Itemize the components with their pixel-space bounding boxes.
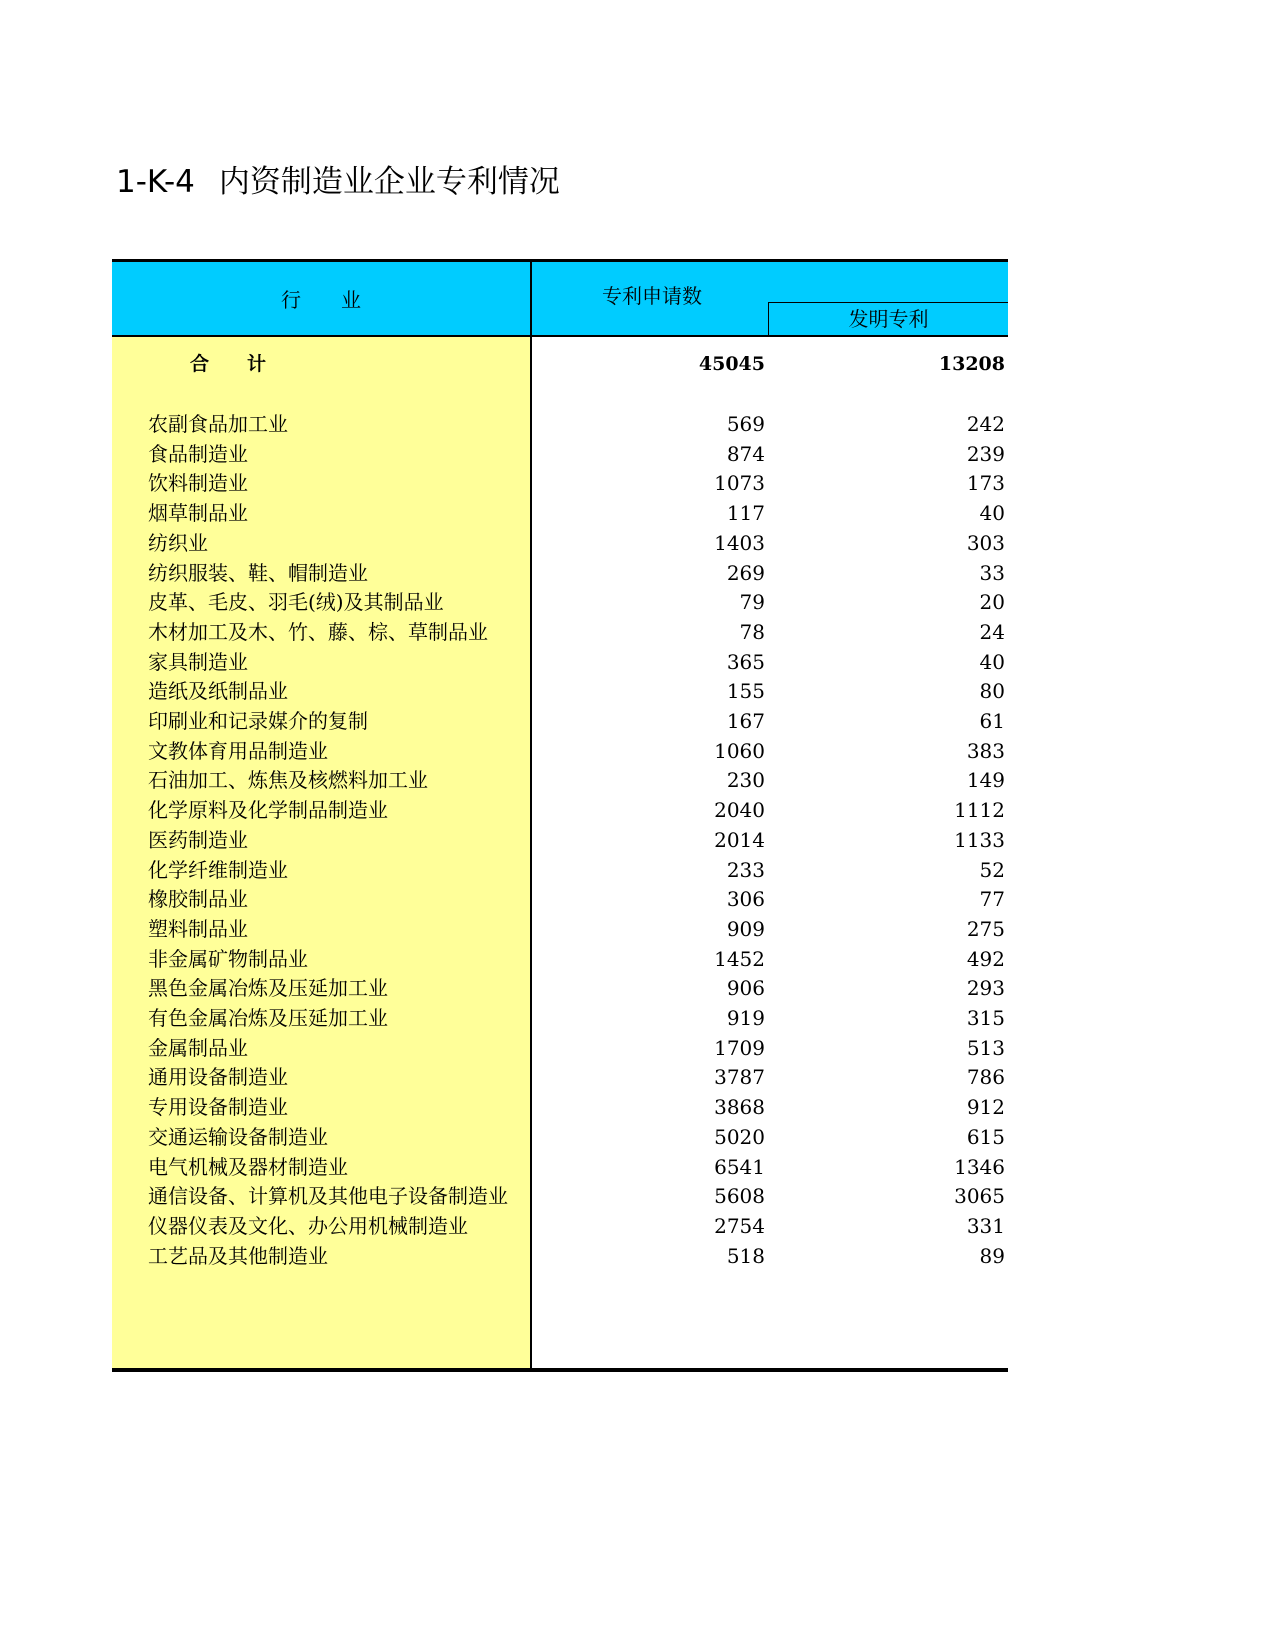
applications-value: 2754 [714,1213,765,1238]
applications-value: 269 [726,560,765,585]
table-row [112,1122,1008,1153]
table-row [112,1092,1008,1123]
inventions-value: 40 [979,501,1005,526]
table-row [112,914,1008,945]
table-row [112,973,1008,1004]
applications-value: 1060 [714,738,765,763]
applications-value: 906 [726,976,765,1001]
industry-name: 家具制造业 [148,649,248,674]
table-row [112,1241,1008,1272]
inventions-value: 242 [966,412,1005,436]
inventions-value: 303 [966,530,1005,555]
inventions-value: 786 [966,1065,1005,1090]
inventions-value: 513 [966,1035,1005,1060]
industry-name: 木材加工及木、竹、藤、棕、草制品业 [148,619,488,644]
industry-name: 仪器仪表及文化、办公用机械制造业 [148,1213,468,1238]
applications-value: 117 [726,501,765,526]
industry-name: 烟草制品业 [148,501,248,526]
table-row [112,676,1008,707]
industry-name: 交通运输设备制造业 [148,1124,328,1149]
table-row [112,468,1008,499]
industry-name: 造纸及纸制品业 [148,679,288,704]
table-row [112,558,1008,589]
page-title [116,156,560,201]
total-inventions: 13208 [938,353,1005,375]
industry-name: 非金属矿物制品业 [148,946,308,971]
header-industry: 行 业 [281,288,361,312]
applications-value: 2040 [714,798,765,823]
industry-name: 工艺品及其他制造业 [148,1243,328,1268]
applications-value: 3868 [714,1095,765,1120]
table-row [112,1033,1008,1064]
inventions-value: 3065 [954,1184,1005,1209]
table-row [112,528,1008,559]
industry-name: 印刷业和记录媒介的复制 [148,709,368,733]
applications-value: 6541 [714,1154,765,1179]
inventions-value: 239 [966,441,1005,466]
table-row [112,884,1008,915]
industry-name: 电气机械及器材制造业 [148,1154,348,1179]
header-invention-patents: 发明专利 [768,302,1008,335]
industry-name: 通用设备制造业 [148,1065,288,1090]
table-row [112,736,1008,767]
industry-name: 黑色金属冶炼及压延加工业 [148,976,388,1001]
table-row [112,617,1008,648]
applications-value: 518 [726,1243,765,1268]
industry-name: 有色金属冶炼及压延加工业 [148,1006,388,1030]
inventions-value: 275 [966,916,1005,941]
industry-name: 饮料制造业 [148,471,248,496]
industry-name: 纺织服装、鞋、帽制造业 [148,560,368,585]
table-row [112,795,1008,826]
applications-value: 79 [739,590,765,615]
table-row [112,1062,1008,1093]
inventions-value: 315 [966,1006,1005,1030]
industry-name: 通信设备、计算机及其他电子设备制造业 [148,1184,508,1209]
applications-value: 919 [726,1006,765,1030]
table-title: 内资制造业企业专利情况 [218,164,560,200]
inventions-value: 77 [979,887,1005,912]
applications-value: 233 [726,857,765,882]
inventions-value: 89 [979,1243,1005,1268]
inventions-value: 80 [979,679,1005,704]
industry-name: 化学原料及化学制品制造业 [148,798,388,823]
table-row [112,855,1008,886]
inventions-value: 33 [979,560,1005,585]
industry-name: 橡胶制品业 [148,887,248,912]
industry-name: 食品制造业 [148,441,248,466]
industry-name: 农副食品加工业 [148,412,288,436]
applications-value: 306 [726,887,765,912]
table-bottom-rule [112,1368,1008,1372]
applications-value: 167 [726,709,765,733]
table-row [112,825,1008,856]
inventions-value: 24 [979,619,1005,644]
inventions-value: 912 [966,1095,1005,1120]
table-row [112,1152,1008,1183]
table-header [112,262,1008,335]
table-row [112,944,1008,975]
inventions-value: 383 [966,738,1005,763]
table-row [112,706,1008,737]
inventions-value: 492 [966,946,1005,971]
applications-value: 3787 [714,1065,765,1090]
applications-value: 5608 [714,1184,765,1209]
table-row [112,409,1008,440]
inventions-value: 40 [979,649,1005,674]
applications-value: 78 [739,619,765,644]
inventions-value: 1112 [954,798,1005,823]
industry-name: 医药制造业 [148,827,248,852]
table-code: 1-K-4 [116,164,195,200]
total-row [112,349,1008,380]
applications-value: 569 [726,412,765,436]
inventions-value: 52 [979,857,1005,882]
inventions-value: 1346 [954,1154,1005,1179]
table-row [112,1003,1008,1034]
industry-name: 塑料制品业 [148,916,248,941]
applications-value: 155 [726,679,765,704]
inventions-value: 331 [966,1213,1005,1238]
applications-value: 874 [726,441,765,466]
inventions-value: 1133 [954,827,1005,852]
inventions-value: 20 [979,590,1005,615]
industry-name: 金属制品业 [148,1035,248,1060]
table-row [112,587,1008,618]
total-label: 合 计 [190,353,267,375]
industry-name: 化学纤维制造业 [148,857,288,882]
applications-value: 2014 [714,827,765,852]
industry-name: 专用设备制造业 [148,1095,288,1120]
inventions-value: 149 [966,768,1005,793]
applications-value: 230 [726,768,765,793]
industry-name: 文教体育用品制造业 [148,738,328,763]
table-row [112,647,1008,678]
applications-value: 1073 [714,471,765,496]
inventions-value: 173 [966,471,1005,496]
applications-value: 909 [726,916,765,941]
table-row [112,1211,1008,1242]
total-applications: 45045 [698,353,765,375]
applications-value: 1709 [714,1035,765,1060]
industry-name: 石油加工、炼焦及核燃料加工业 [148,768,428,793]
table-row [112,1181,1008,1212]
table-row [112,439,1008,470]
patent-table [112,259,1008,1372]
inventions-value: 615 [966,1124,1005,1149]
industry-name: 皮革、毛皮、羽毛(绒)及其制品业 [148,590,444,615]
applications-value: 5020 [714,1124,765,1149]
industry-name: 纺织业 [148,530,208,555]
table-row [112,498,1008,529]
applications-value: 365 [726,649,765,674]
applications-value: 1452 [714,946,765,971]
applications-value: 1403 [714,530,765,555]
table-row [112,765,1008,796]
inventions-value: 293 [966,976,1005,1001]
header-patent-applications: 专利申请数 [602,284,702,308]
inventions-value: 61 [979,709,1005,733]
